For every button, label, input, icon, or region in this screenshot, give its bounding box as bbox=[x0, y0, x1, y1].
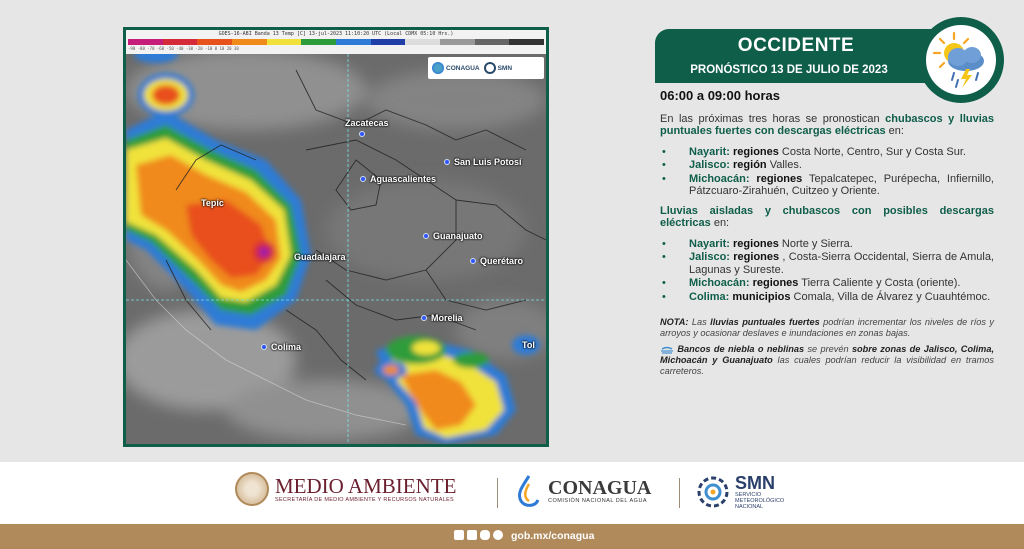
temperature-scale-labels: -90 -80 -70 -60 -50 -40 -30 -20 -10 0 10 20 30 bbox=[128, 46, 239, 51]
logo-conagua: CONAGUA COMISIÓN NACIONAL DEL AGUA bbox=[515, 474, 651, 508]
map-logo-smn: SMN bbox=[484, 62, 512, 74]
city-san-luis-potosi: San Luis Potosí bbox=[444, 157, 522, 167]
list-item: • Nayarit: regiones Norte y Sierra. bbox=[660, 238, 994, 251]
city-marker-icon bbox=[470, 258, 476, 264]
note-heavy-rain: NOTA: Las lluvias puntuales fuertes podrían incrementar los niveles de ríos y arroyos y ocasionar deslaves e inundaciones en zonas bajas. bbox=[660, 317, 995, 338]
map-logo-conagua: CONAGUA bbox=[432, 62, 480, 74]
satellite-map bbox=[126, 30, 546, 444]
isolated-rain-list bbox=[660, 238, 994, 304]
institution-logo-bar bbox=[0, 462, 1024, 524]
footer-url-link[interactable]: gob.mx/conagua bbox=[511, 530, 595, 542]
city-marker-icon bbox=[423, 233, 429, 239]
satellite-map-frame bbox=[123, 27, 549, 447]
city-tepic: Tepic bbox=[201, 198, 224, 208]
list-item: • Nayarit: regiones Costa Norte, Centro, Sur y Costa Sur. bbox=[660, 146, 994, 159]
list-item: • Colima: municipios Comala, Villa de Álvarez y Cuauhtémoc. bbox=[660, 291, 994, 304]
mexico-seal-icon bbox=[235, 472, 269, 506]
city-marker-icon bbox=[360, 176, 366, 182]
forecast-intro-2: Lluvias aisladas y chubascos con posibles descargas eléctricas en: bbox=[660, 204, 994, 229]
city-marker-icon bbox=[359, 131, 365, 137]
fog-icon bbox=[660, 346, 674, 354]
map-header bbox=[126, 30, 546, 54]
conagua-drop-icon bbox=[432, 62, 444, 74]
list-item: • Michoacán: regiones Tierra Caliente y Costa (oriente). bbox=[660, 277, 994, 290]
region-title: OCCIDENTE bbox=[737, 35, 855, 56]
list-item: • Jalisco: región Valles. bbox=[660, 159, 994, 172]
list-item: • Jalisco: regiones , Costa-Sierra Occidental, Sierra de Amula, Lagunas y Sureste. bbox=[660, 251, 994, 276]
satellite-image bbox=[126, 30, 546, 444]
city-tol: Tol bbox=[522, 340, 535, 350]
map-logos bbox=[428, 57, 544, 79]
city-zacatecas-dot bbox=[359, 131, 365, 137]
logo-medio-ambiente: MEDIO AMBIENTE SECRETARÍA DE MEDIO AMBIENTE Y RECURSOS NATURALES bbox=[235, 472, 456, 506]
map-header-text: GOES-16-ABI Banda 13 Temp [C] 13-jul-2023 11:10:20 UTC (Local CDMX 05:10 Hrs.) bbox=[218, 31, 454, 37]
forecast-date: PRONÓSTICO 13 DE JULIO DE 2023 bbox=[690, 64, 888, 76]
city-marker-icon bbox=[261, 344, 267, 350]
heavy-rain-list bbox=[660, 146, 994, 198]
forecast-content bbox=[660, 90, 994, 377]
footer-bar bbox=[0, 524, 1024, 549]
list-item: • Michoacán: regiones Tepalcatepec, Purépecha, Infiernillo, Pátzcuaro-Zirahuén, Cuitzeo y Oriente. bbox=[660, 173, 994, 198]
instagram-icon[interactable] bbox=[480, 530, 490, 540]
city-morelia: Morelia bbox=[421, 313, 463, 323]
city-guanajuato: Guanajuato bbox=[423, 231, 483, 241]
city-marker-icon bbox=[444, 159, 450, 165]
youtube-icon[interactable] bbox=[493, 530, 503, 540]
temperature-color-scale bbox=[128, 39, 544, 45]
sun-cloud-storm-icon bbox=[926, 25, 996, 95]
note-fog: Bancos de niebla o neblinas se prevén sobre zonas de Jalisco, Colima, Michoacán y Guanajuato las cuales podrían reducir la visibilidad en tramos carreteros. bbox=[660, 344, 994, 376]
city-queretaro: Querétaro bbox=[470, 256, 523, 266]
facebook-icon[interactable] bbox=[454, 530, 464, 540]
city-guadalajara: Guadalajara bbox=[294, 252, 346, 262]
logo-divider bbox=[497, 478, 498, 508]
conagua-drop-icon bbox=[515, 474, 543, 508]
region-banner bbox=[655, 29, 937, 83]
smn-swirl-icon bbox=[696, 475, 730, 509]
city-zacatecas: Zacatecas bbox=[345, 118, 389, 128]
twitter-icon[interactable] bbox=[467, 530, 477, 540]
logo-divider bbox=[679, 478, 680, 508]
forecast-time: 06:00 a 09:00 horas bbox=[660, 88, 780, 103]
city-marker-icon bbox=[421, 315, 427, 321]
city-colima: Colima bbox=[261, 342, 301, 352]
social-icons bbox=[454, 530, 503, 540]
logo-smn: SMN SERVICIO METEOROLÓGICO NACIONAL bbox=[696, 474, 784, 510]
city-aguascalientes: Aguascalientes bbox=[360, 174, 436, 184]
forecast-intro: En las próximas tres horas se pronostican chubascos y lluvias puntuales fuertes con descargas eléctricas en: bbox=[660, 112, 995, 137]
smn-swirl-icon bbox=[484, 62, 496, 74]
